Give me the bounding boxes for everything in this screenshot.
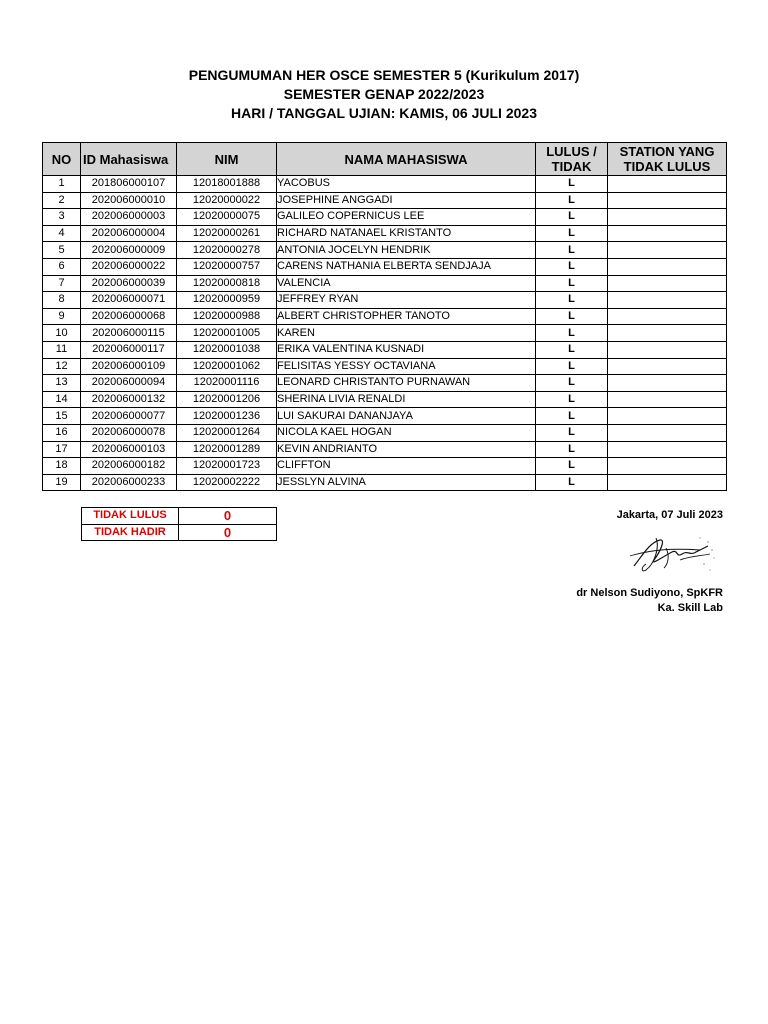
cell-nim: 12020001289 (177, 441, 277, 458)
col-header-name: NAMA MAHASISWA (277, 143, 536, 176)
cell-nim: 12020001116 (177, 375, 277, 392)
cell-nama-mahasiswa: NICOLA KAEL HOGAN (277, 424, 536, 441)
cell-id-mahasiswa: 202006000078 (81, 424, 177, 441)
cell-lulus-status: L (536, 275, 608, 292)
table-row (43, 225, 727, 242)
cell-station-tidak-lulus (608, 408, 727, 425)
table-row (43, 308, 727, 325)
cell-no: 6 (43, 258, 81, 275)
cell-no: 2 (43, 192, 81, 209)
cell-id-mahasiswa: 202006000003 (81, 209, 177, 226)
cell-station-tidak-lulus (608, 458, 727, 475)
table-body (43, 176, 727, 491)
cell-no: 17 (43, 441, 81, 458)
cell-nim: 12020001206 (177, 391, 277, 408)
cell-lulus-status: L (536, 458, 608, 475)
table-row (43, 192, 727, 209)
cell-lulus-status: L (536, 375, 608, 392)
table-row (43, 341, 727, 358)
cell-lulus-status: L (536, 391, 608, 408)
table-header-row (43, 143, 727, 176)
cell-nim: 12020001236 (177, 408, 277, 425)
cell-lulus-status: L (536, 408, 608, 425)
cell-station-tidak-lulus (608, 375, 727, 392)
cell-station-tidak-lulus (608, 176, 727, 193)
cell-id-mahasiswa: 201806000107 (81, 176, 177, 193)
cell-lulus-status: L (536, 209, 608, 226)
cell-station-tidak-lulus (608, 308, 727, 325)
cell-nama-mahasiswa: JOSEPHINE ANGGADI (277, 192, 536, 209)
cell-nama-mahasiswa: ERIKA VALENTINA KUSNADI (277, 341, 536, 358)
cell-nim: 12020000757 (177, 258, 277, 275)
cell-nama-mahasiswa: CLIFFTON (277, 458, 536, 475)
cell-no: 7 (43, 275, 81, 292)
cell-lulus-status: L (536, 192, 608, 209)
cell-no: 12 (43, 358, 81, 375)
cell-nama-mahasiswa: VALENCIA (277, 275, 536, 292)
cell-lulus-status: L (536, 341, 608, 358)
title-line-2: SEMESTER GENAP 2022/2023 (283, 86, 485, 102)
cell-nama-mahasiswa: LUI SAKURAI DANANJAYA (277, 408, 536, 425)
cell-nim: 12020000075 (177, 209, 277, 226)
col-header-station-line2: TIDAK LULUS (623, 159, 711, 174)
summary-row-tidak-hadir (82, 524, 277, 541)
title-line-3: HARI / TANGGAL UJIAN: KAMIS, 06 JULI 2023 (231, 105, 537, 121)
table-row (43, 458, 727, 475)
cell-id-mahasiswa: 202006000071 (81, 292, 177, 309)
table-row (43, 375, 727, 392)
cell-nama-mahasiswa: KEVIN ANDRIANTO (277, 441, 536, 458)
cell-id-mahasiswa: 202006000103 (81, 441, 177, 458)
cell-nim: 12020001723 (177, 458, 277, 475)
cell-nama-mahasiswa: ALBERT CHRISTOPHER TANOTO (277, 308, 536, 325)
cell-no: 13 (43, 375, 81, 392)
cell-station-tidak-lulus (608, 441, 727, 458)
cell-no: 9 (43, 308, 81, 325)
table-row (43, 441, 727, 458)
cell-station-tidak-lulus (608, 192, 727, 209)
cell-nama-mahasiswa: RICHARD NATANAEL KRISTANTO (277, 225, 536, 242)
cell-id-mahasiswa: 202006000010 (81, 192, 177, 209)
cell-no: 11 (43, 341, 81, 358)
cell-nim: 12020001038 (177, 341, 277, 358)
cell-lulus-status: L (536, 441, 608, 458)
table-row (43, 391, 727, 408)
table-row (43, 358, 727, 375)
cell-nama-mahasiswa: GALILEO COPERNICUS LEE (277, 209, 536, 226)
cell-station-tidak-lulus (608, 358, 727, 375)
cell-lulus-status: L (536, 225, 608, 242)
col-header-lulus (536, 143, 608, 176)
col-header-id: ID Mahasiswa (81, 143, 177, 176)
cell-lulus-status: L (536, 258, 608, 275)
cell-id-mahasiswa: 202006000068 (81, 308, 177, 325)
signatory-title: Ka. Skill Lab (657, 602, 723, 614)
cell-no: 8 (43, 292, 81, 309)
cell-id-mahasiswa: 202006000004 (81, 225, 177, 242)
cell-no: 1 (43, 176, 81, 193)
table-row (43, 474, 727, 491)
cell-nama-mahasiswa: FELISITAS YESSY OCTAVIANA (277, 358, 536, 375)
cell-nim: 12020001062 (177, 358, 277, 375)
cell-lulus-status: L (536, 176, 608, 193)
cell-station-tidak-lulus (608, 474, 727, 491)
cell-id-mahasiswa: 202006000039 (81, 275, 177, 292)
cell-no: 3 (43, 209, 81, 226)
cell-id-mahasiswa: 202006000094 (81, 375, 177, 392)
cell-station-tidak-lulus (608, 325, 727, 342)
col-header-station-line1: STATION YANG (619, 144, 715, 159)
cell-nama-mahasiswa: SHERINA LIVIA RENALDI (277, 391, 536, 408)
cell-nim: 12020002222 (177, 474, 277, 491)
cell-no: 15 (43, 408, 81, 425)
cell-nim: 12020000818 (177, 275, 277, 292)
cell-nama-mahasiswa: LEONARD CHRISTANTO PURNAWAN (277, 375, 536, 392)
cell-station-tidak-lulus (608, 275, 727, 292)
cell-lulus-status: L (536, 424, 608, 441)
cell-no: 19 (43, 474, 81, 491)
table-row (43, 176, 727, 193)
cell-nama-mahasiswa: KAREN (277, 325, 536, 342)
table-row (43, 292, 727, 309)
cell-nama-mahasiswa: YACOBUS (277, 176, 536, 193)
cell-lulus-status: L (536, 325, 608, 342)
col-header-station (608, 143, 727, 176)
title-line-1: PENGUMUMAN HER OSCE SEMESTER 5 (Kurikulum 2017) (188, 67, 580, 83)
cell-station-tidak-lulus (608, 258, 727, 275)
cell-nama-mahasiswa: JESSLYN ALVINA (277, 474, 536, 491)
document-header (0, 66, 768, 123)
table-row (43, 325, 727, 342)
cell-nim: 12020000988 (177, 308, 277, 325)
tidak-hadir-value: 0 (179, 524, 277, 541)
cell-nim: 12020000278 (177, 242, 277, 259)
cell-nim: 12020000022 (177, 192, 277, 209)
cell-id-mahasiswa: 202006000132 (81, 391, 177, 408)
table-row (43, 275, 727, 292)
summary-row-tidak-lulus (82, 508, 277, 525)
cell-nama-mahasiswa: JEFFREY RYAN (277, 292, 536, 309)
cell-id-mahasiswa: 202006000182 (81, 458, 177, 475)
cell-id-mahasiswa: 202006000115 (81, 325, 177, 342)
cell-station-tidak-lulus (608, 225, 727, 242)
col-header-no: NO (43, 143, 81, 176)
cell-nama-mahasiswa: ANTONIA JOCELYN HENDRIK (277, 242, 536, 259)
cell-id-mahasiswa: 202006000233 (81, 474, 177, 491)
tidak-lulus-label: TIDAK LULUS (82, 508, 179, 525)
cell-nim: 12020000959 (177, 292, 277, 309)
tidak-hadir-label: TIDAK HADIR (82, 524, 179, 541)
cell-id-mahasiswa: 202006000009 (81, 242, 177, 259)
tidak-lulus-value: 0 (179, 508, 277, 525)
summary-table (81, 507, 277, 541)
col-header-lulus-line1: LULUS / (546, 144, 597, 159)
cell-nama-mahasiswa: CARENS NATHANIA ELBERTA SENDJAJA (277, 258, 536, 275)
cell-station-tidak-lulus (608, 209, 727, 226)
col-header-lulus-line2: TIDAK (551, 159, 592, 174)
cell-nim: 12020001264 (177, 424, 277, 441)
cell-id-mahasiswa: 202006000109 (81, 358, 177, 375)
table-row (43, 209, 727, 226)
cell-station-tidak-lulus (608, 424, 727, 441)
cell-nim: 12018001888 (177, 176, 277, 193)
cell-station-tidak-lulus (608, 242, 727, 259)
cell-no: 5 (43, 242, 81, 259)
cell-no: 16 (43, 424, 81, 441)
handwritten-signature-image (620, 526, 720, 578)
cell-nim: 12020000261 (177, 225, 277, 242)
cell-no: 4 (43, 225, 81, 242)
results-table (42, 142, 727, 491)
cell-id-mahasiswa: 202006000117 (81, 341, 177, 358)
cell-lulus-status: L (536, 292, 608, 309)
table-row (43, 408, 727, 425)
cell-station-tidak-lulus (608, 391, 727, 408)
cell-lulus-status: L (536, 308, 608, 325)
signature-place-date: Jakarta, 07 Juli 2023 (616, 509, 723, 521)
cell-station-tidak-lulus (608, 341, 727, 358)
table-row (43, 242, 727, 259)
table-row (43, 424, 727, 441)
cell-lulus-status: L (536, 242, 608, 259)
signatory-name: dr Nelson Sudiyono, SpKFR (576, 587, 723, 599)
cell-lulus-status: L (536, 474, 608, 491)
col-header-nim: NIM (177, 143, 277, 176)
table-row (43, 258, 727, 275)
cell-no: 18 (43, 458, 81, 475)
cell-id-mahasiswa: 202006000077 (81, 408, 177, 425)
cell-no: 14 (43, 391, 81, 408)
cell-station-tidak-lulus (608, 292, 727, 309)
cell-no: 10 (43, 325, 81, 342)
cell-nim: 12020001005 (177, 325, 277, 342)
cell-lulus-status: L (536, 358, 608, 375)
cell-id-mahasiswa: 202006000022 (81, 258, 177, 275)
